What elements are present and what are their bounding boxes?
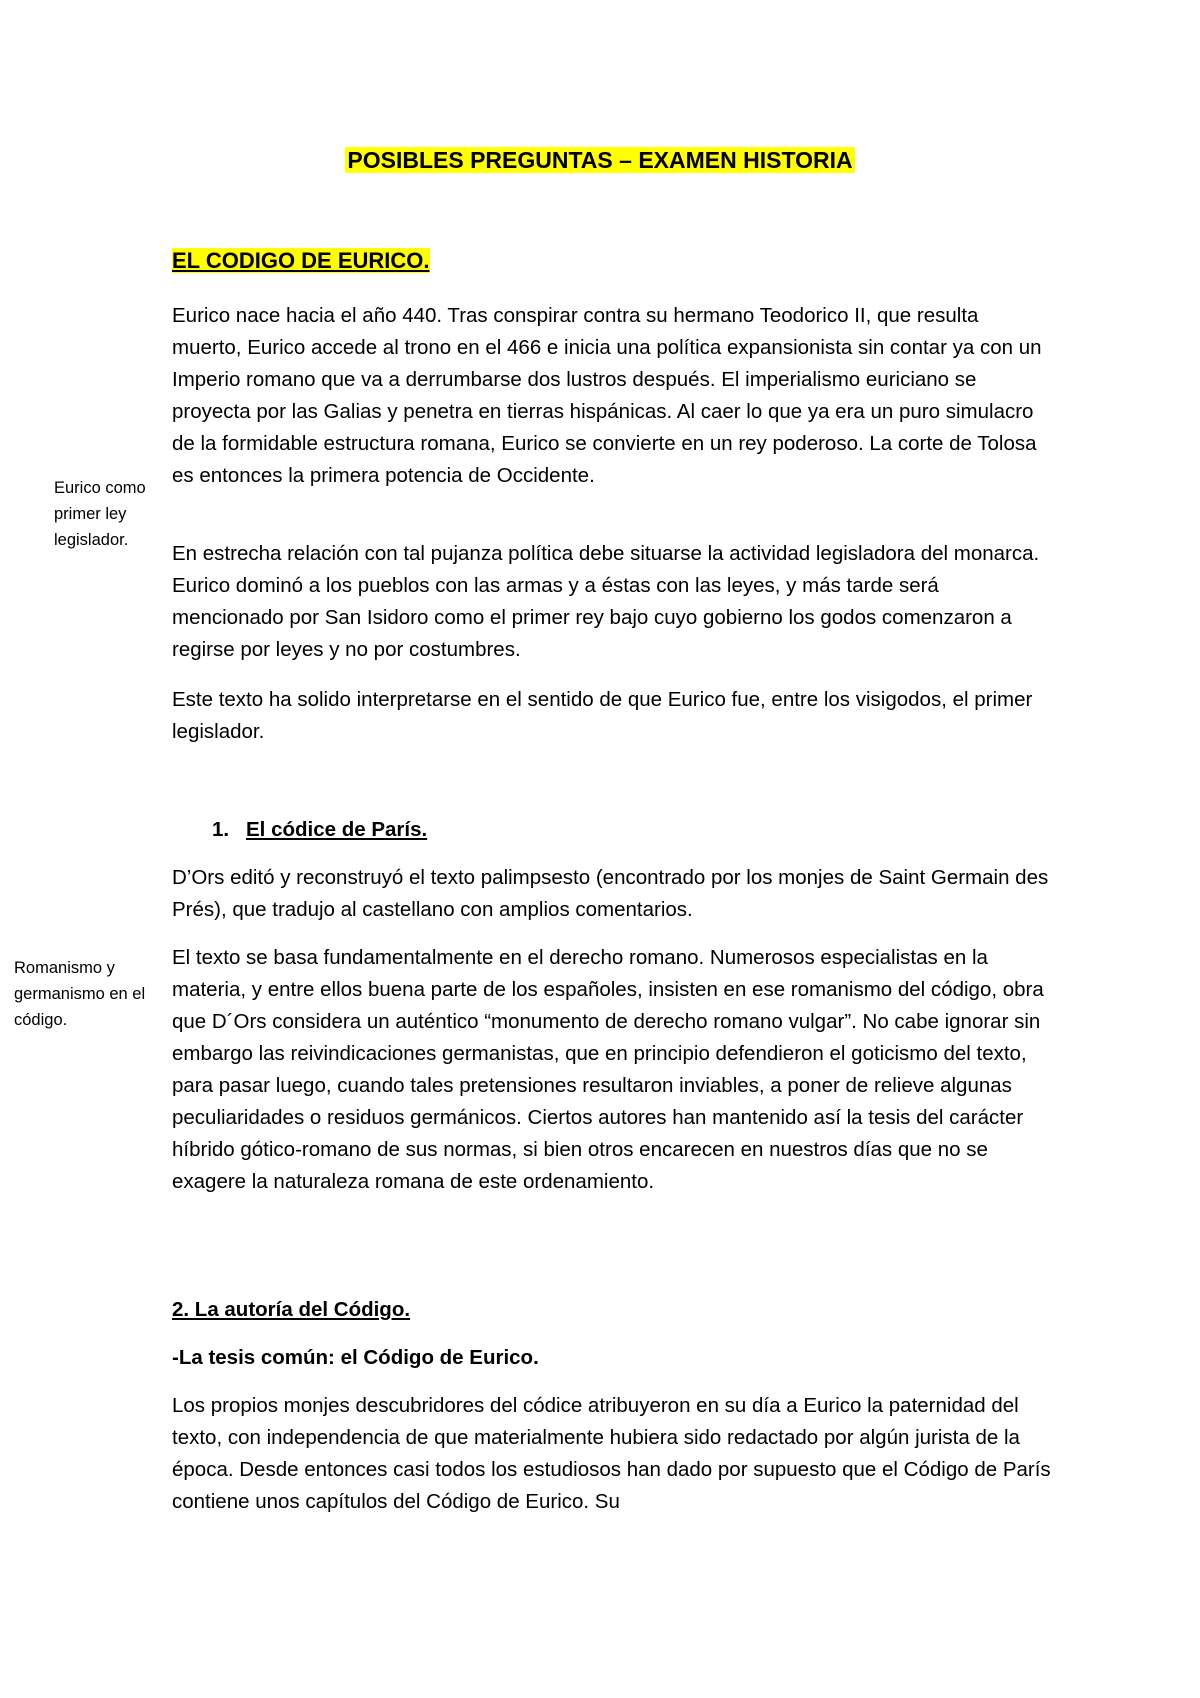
margin-note-eurico: Eurico como primer ley legislador. <box>54 479 146 549</box>
paragraph-intro-1: Eurico nace hacia el año 440. Tras conspirar contra su hermano Teodorico II, que resulta muerto, Eurico accede al trono en el 466 e inicia una política expansionista sin contar ya con un Imperio romano que va a derrumbarse dos lustros después. El imperialismo euriciano se proyecta por las Galias y penetra en tierras hispánicas. Al caer lo que ya era un puro simulacro de la formidable estructura romana, Eurico se convierte en un rey poderoso. La corte de Tolosa es entonces la primera potencia de Occidente. <box>172 304 1042 487</box>
paragraph-autoria-1: Los propios monjes descubridores del códice atribuyeron en su día a Eurico la paternidad del texto, con independencia de que materialmente hubiera sido redactado por algún jurista de la época. Desde entonces casi todos los estudiosos han dado por supuesto que el Código de París contiene unos capítulos del Código de Eurico. Su <box>172 1394 1051 1513</box>
section-heading-text: EL CODIGO DE EURICO. <box>172 248 430 273</box>
document-title-text: POSIBLES PREGUNTAS – EXAMEN HISTORIA <box>347 147 853 173</box>
paragraph-codice-1: D’Ors editó y reconstruyó el texto palimpsesto (encontrado por los monjes de Saint Germain des Prés), que tradujo al castellano con amplios comentarios. <box>172 866 1049 921</box>
section-heading <box>172 246 430 276</box>
subsection-1-heading <box>212 814 427 846</box>
subsection-2-subtitle: -La tesis común: el Código de Eurico. <box>172 1346 539 1369</box>
paragraph-codice-2: El texto se basa fundamentalmente en el derecho romano. Numerosos especialistas en la materia, y entre ellos buena parte de los españoles, insisten en ese romanismo del código, obra que D´Ors considera un auténtico “monumento de derecho romano vulgar”. No cabe ignorar sin embargo las reivindicaciones germanistas, que en principio defendieron el goticismo del texto, para pasar luego, cuando tales pretensiones resultaron inviables, a poner de relieve algunas peculiaridades o residuos germánicos. Ciertos autores han mantenido así la tesis del carácter híbrido gótico-romano de sus normas, si bien otros encarecen en nuestros días que no se exagere la naturaleza romana de este ordenamiento. <box>172 946 1044 1193</box>
subsection-2-heading: 2. La autoría del Código. <box>172 1298 411 1321</box>
document-title <box>0 145 1200 175</box>
paragraph-intro-3: Este texto ha solido interpretarse en el sentido de que Eurico fue, entre los visigodos, el primer legislador. <box>172 688 1033 743</box>
paragraph-intro-2: En estrecha relación con tal pujanza política debe situarse la actividad legisladora del monarca. Eurico dominó a los pueblos con las armas y a éstas con las leyes, y más tarde será mencionado por San Isidoro como el primer rey bajo cuyo gobierno los godos comenzaron a regirse por leyes y no por costumbres. <box>172 542 1040 661</box>
subsection-1-number: 1. <box>212 818 230 841</box>
margin-note-romanismo: Romanismo y germanismo en el código. <box>14 959 146 1029</box>
subsection-1-title: El códice de París. <box>246 818 428 841</box>
